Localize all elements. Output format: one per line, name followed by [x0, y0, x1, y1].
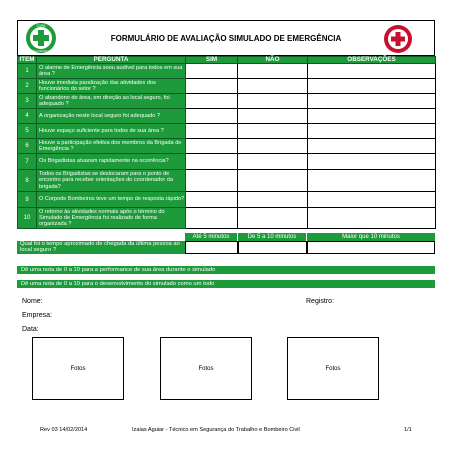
form-header	[17, 20, 435, 56]
table-row	[18, 124, 436, 139]
yes-cell[interactable]	[186, 170, 238, 192]
company-label: Empresa:	[22, 312, 52, 319]
cipa-logo	[22, 22, 60, 54]
question-text: Houve espaço suficiente para todos de sua área ?	[37, 124, 186, 139]
time-option-2: De 5 a 10 minutos	[238, 233, 306, 241]
item-number: 1	[18, 64, 37, 79]
observation-cell[interactable]	[308, 94, 436, 109]
observation-cell[interactable]	[308, 208, 436, 229]
question-text: O Corpode Bombeiros teve um tempo de resposta rápido?	[37, 192, 186, 208]
yes-cell[interactable]	[186, 208, 238, 229]
item-number: 2	[18, 79, 37, 94]
yes-cell[interactable]	[186, 79, 238, 94]
no-cell[interactable]	[238, 109, 308, 124]
photo-box-1[interactable]: Fotos	[32, 337, 124, 400]
yes-cell[interactable]	[186, 124, 238, 139]
table-row	[18, 208, 436, 229]
no-cell[interactable]	[238, 208, 308, 229]
item-number: 5	[18, 124, 37, 139]
footer-revision: Rev 03 14/02/2014	[40, 427, 88, 433]
table-row	[18, 170, 436, 192]
no-cell[interactable]	[238, 124, 308, 139]
observation-cell[interactable]	[308, 192, 436, 208]
photo-box-2[interactable]: Fotos	[160, 337, 252, 400]
observation-cell[interactable]	[308, 170, 436, 192]
column-header-question: PERGUNTA	[37, 57, 186, 64]
cipa-logo-top-text: CIPA	[36, 23, 46, 28]
time-answer-3[interactable]	[307, 241, 435, 254]
rating-area-bar: Dê uma nota de 0 a 10 para a performance de sua área durante o simulado	[17, 266, 435, 274]
time-answer-2[interactable]	[238, 241, 307, 254]
question-text: O alarme de Emergência soou audível para todos em sua área ?	[37, 64, 186, 79]
evaluation-table	[17, 56, 436, 229]
observation-cell[interactable]	[308, 139, 436, 154]
item-number: 8	[18, 170, 37, 192]
observation-cell[interactable]	[308, 79, 436, 94]
table-row	[18, 139, 436, 154]
table-row	[18, 154, 436, 170]
table-header-row	[18, 57, 436, 64]
time-row	[17, 241, 435, 254]
footer-page: 1/1	[404, 427, 412, 433]
question-text: Houve imediata paralização das atividades dos funcionários do setor ?	[37, 79, 186, 94]
yes-cell[interactable]	[186, 154, 238, 170]
no-cell[interactable]	[238, 154, 308, 170]
registration-label: Registro:	[306, 298, 335, 305]
question-text: O abandono de área, em direção ao local seguro, foi adequado ?	[37, 94, 186, 109]
observation-cell[interactable]	[308, 64, 436, 79]
yes-cell[interactable]	[186, 192, 238, 208]
observation-cell[interactable]	[308, 154, 436, 170]
time-options-header	[185, 233, 435, 241]
cipa-logo-bottom-text: SEGURANÇA	[31, 49, 51, 53]
observation-cell[interactable]	[308, 109, 436, 124]
table-row	[18, 79, 436, 94]
table-row	[18, 64, 436, 79]
footer-author: Izaias Aguiar - Técnico em Segurança do Trabalho e Bombeiro Civil	[132, 427, 300, 433]
date-label: Data:	[22, 326, 39, 333]
item-number: 7	[18, 154, 37, 170]
name-label: Nome:	[22, 298, 43, 305]
column-header-item: ITEM	[19, 56, 35, 63]
time-option-1: Até 5 minutos	[185, 233, 237, 241]
column-header-yes: SIM	[186, 57, 238, 64]
yes-cell[interactable]	[186, 64, 238, 79]
item-number: 4	[18, 109, 37, 124]
column-header-no: NÃO	[238, 57, 308, 64]
no-cell[interactable]	[238, 64, 308, 79]
item-number: 6	[18, 139, 37, 154]
item-number: 10	[18, 208, 37, 229]
question-text: Todos os Brigadistas se deslocaram para o ponto de encontro para receber orientações do coordenador da brigada?	[37, 170, 186, 192]
form-title: FORMULÁRIO DE AVALIAÇÃO SIMULADO DE EMERGÊNCIA	[110, 34, 342, 43]
question-text: O retorno às atividades normais após o término do Simulado de Emergência foi realizado de forma organizada ?	[37, 208, 186, 229]
no-cell[interactable]	[238, 170, 308, 192]
observation-cell[interactable]	[308, 124, 436, 139]
table-row	[18, 192, 436, 208]
time-option-3: Maior que 10 minutos	[307, 233, 435, 241]
no-cell[interactable]	[238, 94, 308, 109]
column-header-observations: OBSERVAÇÕES	[308, 57, 436, 64]
no-cell[interactable]	[238, 192, 308, 208]
item-number: 3	[18, 94, 37, 109]
question-text: Houve a participação efetiva dos membros da Brigada de Emergência ?	[37, 139, 186, 154]
question-text: A organização neste local seguro foi adequado ?	[37, 109, 186, 124]
photo-box-3[interactable]: Fotos	[287, 337, 379, 400]
table-row	[18, 109, 436, 124]
brigade-logo	[380, 24, 416, 54]
rating-simulation-bar: Dê uma nota de 0 a 10 para o desenvolvimento do simulado como um todo	[17, 280, 435, 288]
time-question: Qual foi o tempo aproximado de chegada da última pessoa ao local seguro ?	[17, 241, 185, 254]
yes-cell[interactable]	[186, 139, 238, 154]
no-cell[interactable]	[238, 79, 308, 94]
table-row	[18, 94, 436, 109]
yes-cell[interactable]	[186, 109, 238, 124]
question-text: Os Brigadistas atuaram rapidamente na ocorrência?	[37, 154, 186, 170]
no-cell[interactable]	[238, 139, 308, 154]
time-answer-1[interactable]	[185, 241, 238, 254]
item-number: 9	[18, 192, 37, 208]
yes-cell[interactable]	[186, 94, 238, 109]
